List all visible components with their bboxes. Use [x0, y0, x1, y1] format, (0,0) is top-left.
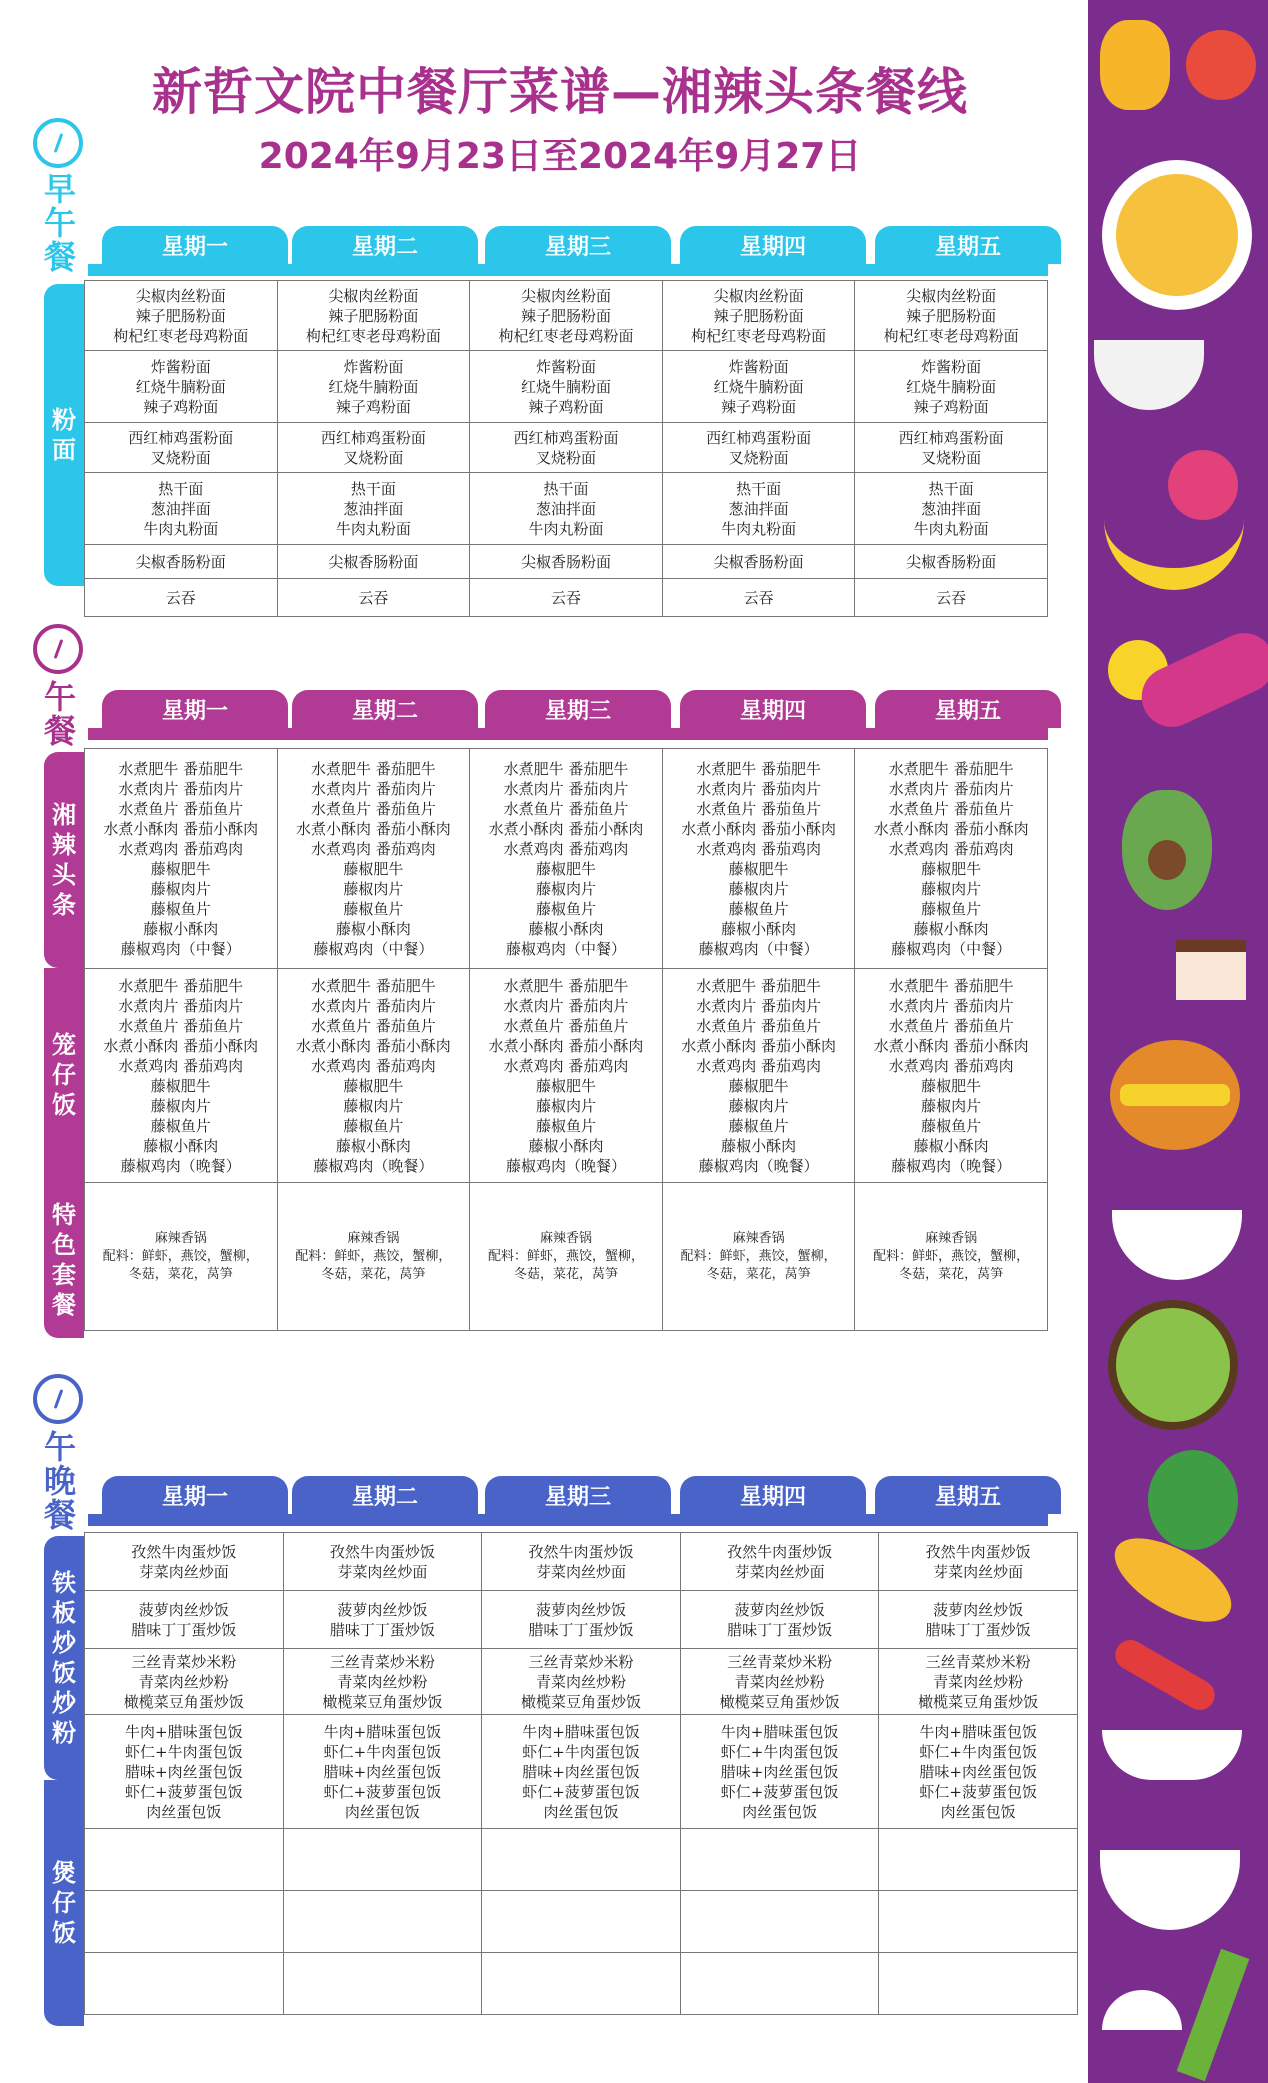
day-tab-4: 星期四 — [680, 690, 866, 728]
section-label-lunch: 午餐 — [43, 678, 76, 750]
day-tab-2: 星期二 — [292, 1476, 478, 1514]
table-row — [85, 1829, 1078, 1891]
day-header-band — [88, 1514, 1048, 1526]
menu-cell: 三丝青菜炒米粉 青菜肉丝炒粉 橄榄菜豆角蛋炒饭 — [879, 1649, 1078, 1715]
soup-bowl-icon — [1102, 160, 1252, 310]
dinner-menu-table — [84, 1532, 1078, 2015]
cloche-icon — [1102, 1990, 1182, 2030]
menu-cell: 水煮肥牛 番茄肥牛 水煮肉片 番茄肉片 水煮鱼片 番茄鱼片 水煮小酥肉 番茄小酥肉 水煮鸡肉 番茄鸡肉 藤椒肥牛 藤椒肉片 藤椒鱼片 藤椒小酥肉 藤椒鸡肉（中餐） — [470, 749, 663, 969]
menu-cell: 三丝青菜炒米粉 青菜肉丝炒粉 橄榄菜豆角蛋炒饭 — [482, 1649, 681, 1715]
menu-cell: 尖椒香肠粉面 — [855, 545, 1048, 579]
table-row — [85, 579, 1048, 617]
burger-icon — [1110, 1040, 1240, 1150]
menu-cell: 三丝青菜炒米粉 青菜肉丝炒粉 橄榄菜豆角蛋炒饭 — [680, 1649, 879, 1715]
menu-cell — [85, 1829, 284, 1891]
menu-cell: 麻辣香锅 配料：鲜虾，燕饺，蟹柳， 冬菇，菜花，莴笋 — [662, 1183, 855, 1331]
menu-cell: 水煮肥牛 番茄肥牛 水煮肉片 番茄肉片 水煮鱼片 番茄鱼片 水煮小酥肉 番茄小酥肉 水煮鸡肉 番茄鸡肉 藤椒肥牛 藤椒肉片 藤椒鱼片 藤椒小酥肉 藤椒鸡肉（晚餐） — [662, 969, 855, 1183]
watermelon-icon — [1148, 1450, 1238, 1550]
leek-icon — [1177, 1949, 1250, 2081]
menu-cell: 水煮肥牛 番茄肥牛 水煮肉片 番茄肉片 水煮鱼片 番茄鱼片 水煮小酥肉 番茄小酥肉 水煮鸡肉 番茄鸡肉 藤椒肥牛 藤椒肉片 藤椒鱼片 藤椒小酥肉 藤椒鸡肉（中餐） — [85, 749, 278, 969]
menu-cell: 牛肉+腊味蛋包饭 虾仁+牛肉蛋包饭 腊味+肉丝蛋包饭 虾仁+菠萝蛋包饭 肉丝蛋包饭 — [680, 1715, 879, 1829]
table-row — [85, 473, 1048, 545]
menu-cell: 云吞 — [662, 579, 855, 617]
menu-cell: 尖椒香肠粉面 — [470, 545, 663, 579]
menu-cell: 麻辣香锅 配料：鲜虾，燕饺，蟹柳， 冬菇，菜花，莴笋 — [855, 1183, 1048, 1331]
menu-cell: 三丝青菜炒米粉 青菜肉丝炒粉 橄榄菜豆角蛋炒饭 — [85, 1649, 284, 1715]
menu-cell: 尖椒香肠粉面 — [85, 545, 278, 579]
menu-cell: 炸酱粉面 红烧牛腩粉面 辣子鸡粉面 — [470, 351, 663, 423]
table-row — [85, 1183, 1048, 1331]
table-row — [85, 1591, 1078, 1649]
day-tab-5: 星期五 — [875, 226, 1061, 264]
menu-cell: 牛肉+腊味蛋包饭 虾仁+牛肉蛋包饭 腊味+肉丝蛋包饭 虾仁+菠萝蛋包饭 肉丝蛋包饭 — [85, 1715, 284, 1829]
menu-cell: 尖椒肉丝粉面 辣子肥肠粉面 枸杞红枣老母鸡粉面 — [662, 281, 855, 351]
side-label-teppan-fried: 铁板炒饭炒粉 — [44, 1536, 84, 1780]
menu-cell: 水煮肥牛 番茄肥牛 水煮肉片 番茄肉片 水煮鱼片 番茄鱼片 水煮小酥肉 番茄小酥肉 水煮鸡肉 番茄鸡肉 藤椒肥牛 藤椒肉片 藤椒鱼片 藤椒小酥肉 藤椒鸡肉（中餐） — [855, 749, 1048, 969]
side-label-claypot-rice: 煲仔饭 — [44, 1780, 84, 2026]
side-label-special-set: 特色套餐 — [44, 1182, 84, 1338]
day-tab-2: 星期二 — [292, 226, 478, 264]
menu-cell: 云吞 — [470, 579, 663, 617]
lunch-menu-table — [84, 748, 1048, 1331]
table-row — [85, 281, 1048, 351]
table-row — [85, 1533, 1078, 1591]
menu-cell: 尖椒香肠粉面 — [662, 545, 855, 579]
menu-cell — [482, 1829, 681, 1891]
menu-cell: 水煮肥牛 番茄肥牛 水煮肉片 番茄肉片 水煮鱼片 番茄鱼片 水煮小酥肉 番茄小酥肉 水煮鸡肉 番茄鸡肉 藤椒肥牛 藤椒肉片 藤椒鱼片 藤椒小酥肉 藤椒鸡肉（晚餐） — [277, 969, 470, 1183]
menu-cell: 云吞 — [855, 579, 1048, 617]
clock-icon — [33, 624, 83, 674]
menu-cell: 云吞 — [277, 579, 470, 617]
day-header-band — [88, 264, 1048, 276]
menu-cell: 菠萝肉丝炒饭 腊味丁丁蛋炒饭 — [482, 1591, 681, 1649]
day-tab-4: 星期四 — [680, 1476, 866, 1514]
menu-cell: 菠萝肉丝炒饭 腊味丁丁蛋炒饭 — [879, 1591, 1078, 1649]
menu-cell: 孜然牛肉蛋炒饭 芽菜肉丝炒面 — [283, 1533, 482, 1591]
banana-icon — [1104, 490, 1244, 590]
table-row — [85, 1891, 1078, 1953]
menu-cell: 孜然牛肉蛋炒饭 芽菜肉丝炒面 — [680, 1533, 879, 1591]
table-row — [85, 1715, 1078, 1829]
day-tab-5: 星期五 — [875, 1476, 1061, 1514]
side-label-noodles: 粉面 — [44, 284, 84, 586]
menu-cell: 水煮肥牛 番茄肥牛 水煮肉片 番茄肉片 水煮鱼片 番茄鱼片 水煮小酥肉 番茄小酥肉 水煮鸡肉 番茄鸡肉 藤椒肥牛 藤椒肉片 藤椒鱼片 藤椒小酥肉 藤椒鸡肉（晚餐） — [85, 969, 278, 1183]
section-label-breakfast: 早午餐 — [43, 170, 76, 276]
noodle-bowl-icon — [1100, 1850, 1240, 1930]
table-row — [85, 1953, 1078, 2015]
menu-cell — [85, 1953, 284, 2015]
avocado-icon — [1122, 790, 1212, 910]
menu-cell — [85, 1891, 284, 1953]
day-tab-1: 星期一 — [102, 1476, 288, 1514]
menu-cell: 热干面 葱油拌面 牛肉丸粉面 — [855, 473, 1048, 545]
menu-cell: 热干面 葱油拌面 牛肉丸粉面 — [277, 473, 470, 545]
menu-cell: 孜然牛肉蛋炒饭 芽菜肉丝炒面 — [879, 1533, 1078, 1591]
menu-cell: 炸酱粉面 红烧牛腩粉面 辣子鸡粉面 — [277, 351, 470, 423]
menu-cell: 水煮肥牛 番茄肥牛 水煮肉片 番茄肉片 水煮鱼片 番茄鱼片 水煮小酥肉 番茄小酥肉 水煮鸡肉 番茄鸡肉 藤椒肥牛 藤椒肉片 藤椒鱼片 藤椒小酥肉 藤椒鸡肉（晚餐） — [855, 969, 1048, 1183]
menu-cell: 菠萝肉丝炒饭 腊味丁丁蛋炒饭 — [85, 1591, 284, 1649]
table-row — [85, 545, 1048, 579]
chips-bowl-icon — [1094, 340, 1204, 410]
salad-bowl-icon — [1112, 1210, 1242, 1280]
menu-cell: 尖椒肉丝粉面 辣子肥肠粉面 枸杞红枣老母鸡粉面 — [470, 281, 663, 351]
menu-cell — [879, 1953, 1078, 2015]
menu-cell — [879, 1891, 1078, 1953]
menu-cell: 热干面 葱油拌面 牛肉丸粉面 — [470, 473, 663, 545]
day-tab-3: 星期三 — [485, 226, 671, 264]
menu-cell — [680, 1829, 879, 1891]
menu-cell: 西红柿鸡蛋粉面 叉烧粉面 — [470, 423, 663, 473]
menu-cell: 炸酱粉面 红烧牛腩粉面 辣子鸡粉面 — [85, 351, 278, 423]
menu-cell — [482, 1953, 681, 2015]
menu-cell: 孜然牛肉蛋炒饭 芽菜肉丝炒面 — [482, 1533, 681, 1591]
menu-cell: 热干面 葱油拌面 牛肉丸粉面 — [85, 473, 278, 545]
chili-icon — [1110, 1635, 1220, 1716]
menu-cell: 菠萝肉丝炒饭 腊味丁丁蛋炒饭 — [680, 1591, 879, 1649]
menu-cell: 云吞 — [85, 579, 278, 617]
menu-cell: 西红柿鸡蛋粉面 叉烧粉面 — [277, 423, 470, 473]
menu-cell: 麻辣香锅 配料：鲜虾，燕饺，蟹柳， 冬菇，菜花，莴笋 — [85, 1183, 278, 1331]
day-tab-4: 星期四 — [680, 226, 866, 264]
day-tab-1: 星期一 — [102, 690, 288, 728]
menu-cell — [482, 1891, 681, 1953]
menu-cell: 麻辣香锅 配料：鲜虾，燕饺，蟹柳， 冬菇，菜花，莴笋 — [470, 1183, 663, 1331]
day-tab-3: 星期三 — [485, 690, 671, 728]
side-label-hunan-spicy: 湘辣头条 — [44, 752, 84, 968]
day-tab-1: 星期一 — [102, 226, 288, 264]
kiwi-icon — [1108, 1300, 1238, 1430]
menu-cell: 炸酱粉面 红烧牛腩粉面 辣子鸡粉面 — [662, 351, 855, 423]
cake-icon — [1176, 940, 1246, 1000]
menu-cell: 麻辣香锅 配料：鲜虾，燕饺，蟹柳， 冬菇，菜花，莴笋 — [277, 1183, 470, 1331]
menu-cell: 热干面 葱油拌面 牛肉丸粉面 — [662, 473, 855, 545]
menu-cell: 西红柿鸡蛋粉面 叉烧粉面 — [662, 423, 855, 473]
breakfast-menu-table — [84, 280, 1048, 617]
table-row — [85, 1649, 1078, 1715]
eggplant-icon — [1132, 623, 1268, 737]
menu-cell — [283, 1953, 482, 2015]
day-tab-3: 星期三 — [485, 1476, 671, 1514]
menu-cell: 牛肉+腊味蛋包饭 虾仁+牛肉蛋包饭 腊味+肉丝蛋包饭 虾仁+菠萝蛋包饭 肉丝蛋包饭 — [283, 1715, 482, 1829]
veggie-plate-icon — [1102, 1730, 1242, 1780]
side-label-basket-rice: 笼仔饭 — [44, 968, 84, 1182]
menu-cell: 牛肉+腊味蛋包饭 虾仁+牛肉蛋包饭 腊味+肉丝蛋包饭 虾仁+菠萝蛋包饭 肉丝蛋包饭 — [482, 1715, 681, 1829]
menu-cell — [680, 1891, 879, 1953]
day-tab-5: 星期五 — [875, 690, 1061, 728]
menu-cell — [680, 1953, 879, 2015]
menu-cell — [879, 1829, 1078, 1891]
day-header-band — [88, 728, 1048, 740]
clock-icon — [33, 118, 83, 168]
menu-cell: 尖椒香肠粉面 — [277, 545, 470, 579]
page-title: 新哲文院中餐厅菜谱—湘辣头条餐线 — [152, 63, 968, 121]
table-row — [85, 423, 1048, 473]
menu-cell: 尖椒肉丝粉面 辣子肥肠粉面 枸杞红枣老母鸡粉面 — [85, 281, 278, 351]
menu-cell: 牛肉+腊味蛋包饭 虾仁+牛肉蛋包饭 腊味+肉丝蛋包饭 虾仁+菠萝蛋包饭 肉丝蛋包饭 — [879, 1715, 1078, 1829]
menu-cell: 西红柿鸡蛋粉面 叉烧粉面 — [855, 423, 1048, 473]
clock-icon — [33, 1374, 83, 1424]
menu-cell: 水煮肥牛 番茄肥牛 水煮肉片 番茄肉片 水煮鱼片 番茄鱼片 水煮小酥肉 番茄小酥肉 水煮鸡肉 番茄鸡肉 藤椒肥牛 藤椒肉片 藤椒鱼片 藤椒小酥肉 藤椒鸡肉（晚餐） — [470, 969, 663, 1183]
pumpkin-icon — [1100, 20, 1170, 110]
table-row — [85, 969, 1048, 1183]
menu-cell: 尖椒肉丝粉面 辣子肥肠粉面 枸杞红枣老母鸡粉面 — [277, 281, 470, 351]
table-row — [85, 749, 1048, 969]
day-tab-2: 星期二 — [292, 690, 478, 728]
menu-cell: 三丝青菜炒米粉 青菜肉丝炒粉 橄榄菜豆角蛋炒饭 — [283, 1649, 482, 1715]
menu-cell: 尖椒肉丝粉面 辣子肥肠粉面 枸杞红枣老母鸡粉面 — [855, 281, 1048, 351]
menu-cell: 菠萝肉丝炒饭 腊味丁丁蛋炒饭 — [283, 1591, 482, 1649]
menu-cell: 水煮肥牛 番茄肥牛 水煮肉片 番茄肉片 水煮鱼片 番茄鱼片 水煮小酥肉 番茄小酥肉 水煮鸡肉 番茄鸡肉 藤椒肥牛 藤椒肉片 藤椒鱼片 藤椒小酥肉 藤椒鸡肉（中餐） — [277, 749, 470, 969]
menu-cell — [283, 1891, 482, 1953]
menu-cell: 炸酱粉面 红烧牛腩粉面 辣子鸡粉面 — [855, 351, 1048, 423]
menu-cell — [283, 1829, 482, 1891]
menu-cell: 水煮肥牛 番茄肥牛 水煮肉片 番茄肉片 水煮鱼片 番茄鱼片 水煮小酥肉 番茄小酥肉 水煮鸡肉 番茄鸡肉 藤椒肥牛 藤椒肉片 藤椒鱼片 藤椒小酥肉 藤椒鸡肉（中餐） — [662, 749, 855, 969]
table-row — [85, 351, 1048, 423]
menu-cell: 西红柿鸡蛋粉面 叉烧粉面 — [85, 423, 278, 473]
date-range: 2024年9月23日至2024年9月27日 — [258, 136, 862, 177]
food-illustration-panel — [1088, 0, 1268, 2083]
section-label-dinner: 午晚餐 — [43, 1428, 76, 1534]
tomato-icon — [1186, 30, 1256, 100]
menu-cell: 孜然牛肉蛋炒饭 芽菜肉丝炒面 — [85, 1533, 284, 1591]
